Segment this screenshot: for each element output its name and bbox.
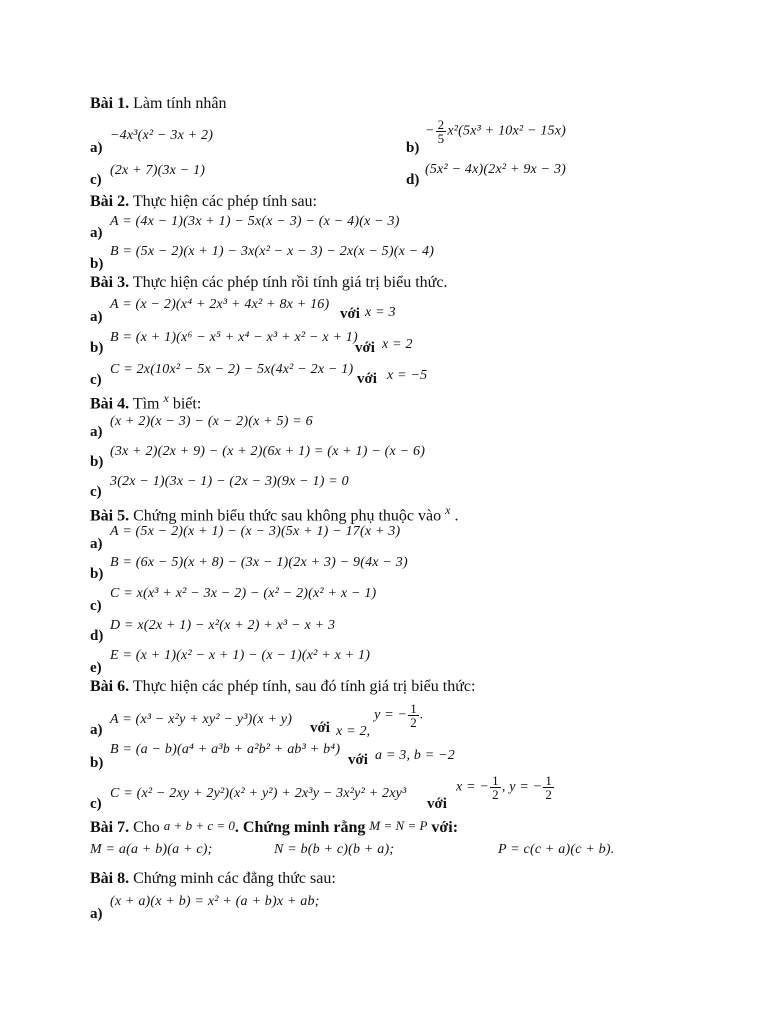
b4-c-label: c) (90, 484, 102, 500)
b5-a-label: a) (90, 536, 103, 552)
b1-b-fraction: $\frac{2}{5}$ (437, 117, 445, 146)
b3-b-label: b) (90, 340, 104, 356)
b2-a-expr: A = (4x − 1)(3x + 1) − 5x(x − 3) − (x − 4)(x − 3) (110, 214, 400, 229)
b1-b-expr: − $\frac{2}{5}$ x²(5x³ + 10x² − 15x) (425, 117, 567, 146)
b3-a-expr: A = (x − 2)(x⁴ + 2x³ + 4x² + 8x + 16) (110, 297, 330, 312)
bai-6-number: Bài 6. (90, 678, 130, 695)
b1-a-expr: −4x³(x² − 3x + 2) (110, 128, 214, 143)
bai-3-heading (90, 274, 447, 292)
b5-b-expr: B = (6x − 5)(x + 8) − (3x − 1)(2x + 3) − 9(4x − 3) (110, 555, 408, 570)
b3-c-label: c) (90, 372, 102, 388)
b3-a-value: x = 3 (365, 305, 396, 320)
b2-b-expr: B = (5x − 2)(x + 1) − 3x(x² − x − 3) − 2x(x − 5)(x − 4) (110, 244, 435, 259)
b5-e-expr: E = (x + 1)(x² − x + 1) − (x − 1)(x² + x + 1) (110, 648, 371, 663)
bai-2-number: Bài 2. (90, 193, 130, 210)
bai-7-number: Bài 7. (90, 819, 130, 836)
bai-1-heading (90, 95, 226, 113)
b7-n-expr: N = b(b + c)(b + a); (274, 842, 395, 857)
b5-d-label: d) (90, 628, 104, 644)
bai-3-title: Thực hiện các phép tính rồi tính giá trị biểu thức. (129, 274, 448, 291)
b5-c-label: c) (90, 598, 102, 614)
b5-d-expr: D = x(2x + 1) − x²(x + 2) + x³ − x + 3 (110, 618, 336, 633)
b1-d-label: d) (406, 172, 420, 188)
bai-4-variable: x (163, 391, 169, 405)
b5-e-label: e) (90, 660, 102, 676)
b6-a-value: x = 2, y = − $\frac{1}{2}$ . (336, 701, 424, 739)
b6-b-expr: B = (a − b)(a⁴ + a³b + a²b² + ab³ + b⁴) (110, 742, 341, 757)
b6-c-fraction-y: $\frac{1}{2}$ (545, 773, 553, 802)
b5-c-expr: C = x(x³ + x² − 3x − 2) − (x² − 2)(x² + x − 1) (110, 586, 377, 601)
bai-1-number: Bài 1. (90, 95, 130, 112)
b6-c-value: x = − $\frac{1}{2}$ , y = − $\frac{1}{2}$ (456, 773, 553, 802)
b1-c-label: c) (90, 172, 102, 188)
b3-b-expr: B = (x + 1)(x⁶ − x⁵ + x⁴ − x³ + x² − x + 1) (110, 330, 358, 345)
bai-2-heading (90, 193, 317, 211)
b5-a-expr: A = (5x − 2)(x + 1) − (x − 3)(5x + 1) − 17(x + 3) (110, 524, 401, 539)
bai-6-title: Thực hiện các phép tính, sau đó tính giá trị biểu thức: (129, 678, 476, 695)
b6-a-label: a) (90, 722, 103, 738)
b2-b-label: b) (90, 256, 104, 272)
bai-6-heading (90, 678, 475, 696)
b3-c-expr: C = 2x(10x² − 5x − 2) − 5x(4x² − 2x − 1) (110, 362, 354, 377)
b4-a-label: a) (90, 424, 103, 440)
b5-b-label: b) (90, 566, 104, 582)
b3-b-voi: với (355, 340, 375, 356)
bai-4-heading: Bài 4. Tìm $^x$ biết: (90, 391, 202, 413)
b6-c-expr: C = (x² − 2xy + 2y²)(x² + y²) + 2x³y − 3x²y² + 2xy³ (110, 786, 407, 801)
b2-a-label: a) (90, 225, 103, 241)
b8-a-expr: (x + a)(x + b) = x² + (a + b)x + ab; (110, 894, 320, 909)
bai-3-number: Bài 3. (90, 274, 130, 291)
b3-a-label: a) (90, 309, 103, 325)
b6-b-voi: với (348, 752, 368, 768)
b6-b-value: a = 3, b = −2 (375, 748, 455, 763)
bai-8-heading (90, 870, 336, 888)
b6-a-fraction: $\frac{1}{2}$ (410, 701, 417, 730)
b4-c-expr: 3(2x − 1)(3x − 1) − (2x − 3)(9x − 1) = 0 (110, 474, 349, 489)
b3-c-voi: với (357, 371, 377, 387)
bai-7-equality: M = N = P (369, 818, 428, 833)
b1-b-label: b) (406, 140, 420, 156)
b4-b-label: b) (90, 454, 104, 470)
bai-1-title: Làm tính nhân (129, 95, 227, 112)
b3-b-value: x = 2 (382, 337, 413, 352)
b3-c-value: x = −5 (387, 368, 428, 383)
bai-8-number: Bài 8. (90, 870, 130, 887)
b1-a-label: a) (90, 140, 103, 156)
bai-2-title: Thực hiện các phép tính sau: (129, 193, 317, 210)
bai-7-condition: a + b + c = 0 (163, 818, 235, 833)
b4-b-expr: (3x + 2)(2x + 9) − (x + 2)(6x + 1) = (x + 1) − (x − 6) (110, 444, 426, 459)
b1-c-expr: (2x + 7)(3x − 1) (110, 163, 206, 178)
bai-7-heading: Bài 7. Cho a + b + c = 0. Chứng minh rằng M = N = P với: (90, 818, 459, 836)
b7-m-expr: M = a(a + b)(a + c); (90, 842, 213, 857)
b3-a-voi: với (340, 306, 360, 322)
b6-c-fraction-x: $\frac{1}{2}$ (492, 773, 499, 802)
b6-c-voi: với (427, 796, 447, 812)
b6-b-label: b) (90, 755, 104, 771)
b6-a-expr: A = (x³ − x²y + xy² − y³)(x + y) (110, 712, 293, 727)
bai-5-number: Bài 5. (90, 507, 130, 525)
b4-a-expr: (x + 2)(x − 3) − (x − 2)(x + 5) = 6 (110, 414, 313, 429)
bai-4-number: Bài 4. (90, 395, 130, 413)
b8-a-label: a) (90, 906, 103, 922)
b7-p-expr: P = c(c + a)(c + b). (498, 842, 615, 857)
b6-a-voi: với (310, 720, 330, 736)
b1-d-expr: (5x² − 4x)(2x² + 9x − 3) (425, 162, 567, 177)
b6-c-label: c) (90, 796, 102, 812)
bai-5-heading: Bài 5. Chứng minh biểu thức sau không phụ thuộc vào $^x$ . (90, 503, 459, 525)
bai-5-variable: x (445, 503, 451, 517)
bai-8-title: Chứng minh các đẳng thức sau: (129, 870, 336, 887)
